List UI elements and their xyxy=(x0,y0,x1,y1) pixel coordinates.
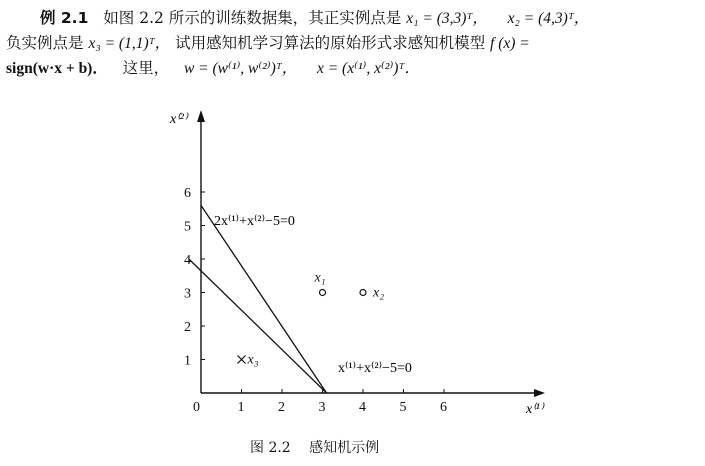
point-marker xyxy=(320,290,326,296)
x-tick-label: 2 xyxy=(278,400,285,415)
caption-text: 感知机示例 xyxy=(309,440,380,456)
y-tick-label: 5 xyxy=(184,219,191,235)
example-label: 例 2.1 xyxy=(40,9,89,27)
x3-equation: x₃ = (1,1)ᵀ， xyxy=(88,35,171,52)
point-label-x3: x₃ xyxy=(247,352,259,368)
model-lhs: f (x) = xyxy=(490,35,530,52)
point-label-x2: x₂ xyxy=(373,285,385,301)
y-tick-label: 2 xyxy=(184,320,191,335)
line-b xyxy=(189,259,327,393)
line-a xyxy=(201,205,327,393)
x-tick-label: 3 xyxy=(318,400,326,415)
line2-tail: 试用感知机学习算法的原始形式求感知机模型 xyxy=(175,34,486,52)
line2-text: 负实例点是 xyxy=(6,34,84,52)
data-points xyxy=(238,271,385,368)
figure-caption xyxy=(250,437,393,457)
caption-number: 图 2.2 xyxy=(250,440,291,456)
x-tick-label: 4 xyxy=(359,400,366,415)
y-axis-label: x⁽²⁾ xyxy=(170,112,188,127)
line1-text: 如图 2.2 所示的训练数据集，其正实例点是 xyxy=(103,9,402,27)
line3-here: 这里， xyxy=(122,59,170,77)
y-axis-arrow xyxy=(197,110,205,122)
y-tick-label: 6 xyxy=(184,186,191,201)
x1-equation: x₁ = (3,3)ᵀ， xyxy=(406,10,488,27)
sign-expression: sign(w·x + b)． xyxy=(6,60,108,77)
point-label-x1: x₁ xyxy=(314,270,326,286)
x-tick-label: 6 xyxy=(440,400,447,415)
x-axis-arrow xyxy=(534,389,545,397)
x2-equation: x₂ = (4,3)ᵀ， xyxy=(507,10,590,27)
w-definition: w = (w⁽¹⁾, w⁽²⁾)ᵀ， xyxy=(183,60,298,77)
x-tick-label: 5 xyxy=(399,400,407,415)
y-tick-label: 4 xyxy=(184,253,191,268)
point-marker xyxy=(360,290,366,296)
x-definition: x = (x⁽¹⁾, x⁽²⁾)ᵀ． xyxy=(316,60,420,77)
y-tick-label: 3 xyxy=(184,286,191,302)
x-tick-label: 0 xyxy=(193,400,200,415)
x-axis-label: x⁽¹⁾ xyxy=(526,402,544,417)
x-tick-label: 1 xyxy=(237,400,245,415)
line-a-label: 2x⁽¹⁾+x⁽²⁾−5=0 xyxy=(214,214,295,229)
y-tick-label: 1 xyxy=(184,353,191,369)
line-b-label: x⁽¹⁾+x⁽²⁾−5=0 xyxy=(338,361,412,376)
